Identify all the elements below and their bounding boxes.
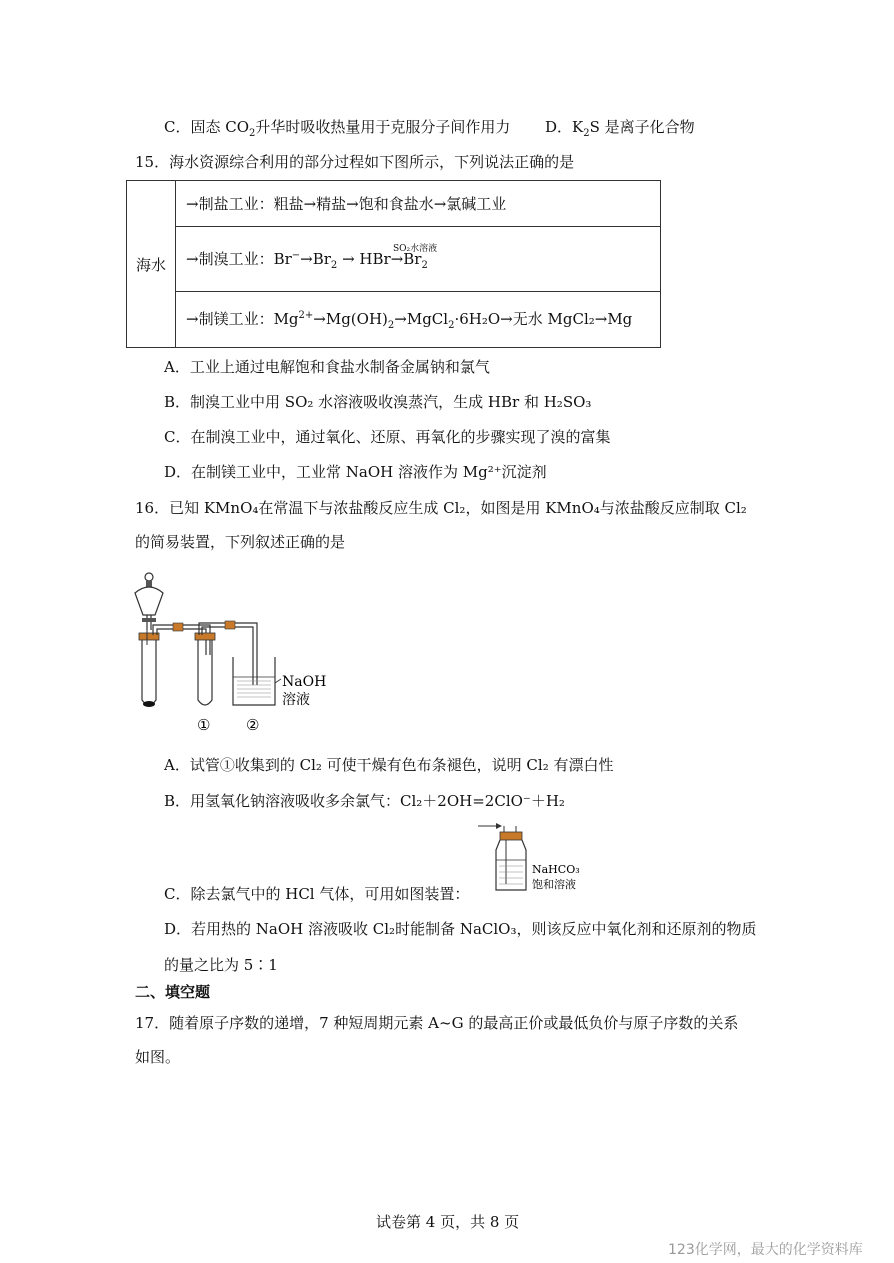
q15-option-b: B．制溴工业中用 SO₂ 水溶液吸收溴蒸汽，生成 HBr 和 H₂SO₃	[164, 393, 592, 411]
q14-option-d: D．$K_2S$ 是离子化合物	[545, 118, 695, 139]
q17-stem-line2: 如图。	[135, 1048, 181, 1066]
q16-stem-line1: 16．已知 KMnO₄在常温下与浓盐酸反应生成 Cl₂，如图是用 KMnO₄与浓盐酸反应制取 Cl₂	[135, 499, 747, 517]
bromine-industry-row: SO₂水溶液 →制溴工业：$Br^-\to Br_2 \to HBr\to Br_2$	[176, 227, 661, 292]
seawater-process-table	[126, 180, 661, 348]
q16-stem-line2: 的简易装置，下列叙述正确的是	[135, 533, 346, 551]
q14-option-c: C．固态 $CO_2$升华时吸收热量用于克服分子间作用力	[164, 118, 511, 139]
nahco3-wash-bottle-figure	[476, 818, 596, 898]
q16-option-c: C．除去氯气中的 HCl 气体，可用如图装置：	[164, 885, 470, 903]
q15-option-a: A．工业上通过电解饱和食盐水制备金属钠和氯气	[164, 358, 490, 376]
q15-option-d: D．在制镁工业中，工业常 NaOH 溶液作为 Mg²⁺沉淀剂	[164, 463, 547, 481]
q17-stem-line1: 17．随着原子序数的递增，7 种短周期元素 A~G 的最高正价或最低负价与原子序数的关系	[135, 1014, 739, 1032]
solution-label: 溶液	[282, 692, 310, 708]
q16-option-a: A．试管①收集到的 Cl₂ 可使干燥有色布条褪色，说明 Cl₂ 有漂白性	[164, 756, 614, 774]
so2-arrow-label: SO₂水溶液	[393, 244, 438, 254]
page-footer: 试卷第 4 页，共 8 页	[376, 1213, 520, 1231]
saturated-solution-label: 饱和溶液	[532, 878, 576, 891]
tube-1-label: ①	[197, 716, 211, 734]
naoh-label: NaOH	[282, 674, 327, 690]
q15-option-c: C．在制溴工业中，通过氧化、还原、再氧化的步骤实现了溴的富集	[164, 428, 611, 446]
magnesium-industry-row: →制镁工业：$Mg^{2+}\to Mg(OH)_2\to MgCl_2\cdot 6H_2O\to$无水 MgCl₂→Mg	[176, 292, 661, 348]
q16-option-b: B．用氢氧化钠溶液吸收多余氯气：Cl₂＋2OH=2ClO⁻＋H₂	[164, 792, 565, 810]
q16-option-d-line2: 的量之比为 5∶1	[164, 956, 278, 974]
nahco3-label: NaHCO₃	[532, 863, 580, 876]
salt-industry-row: →制盐工业：粗盐→精盐→饱和食盐水→氯碱工业	[176, 181, 661, 227]
q15-stem: 15．海水资源综合利用的部分过程如下图所示，下列说法正确的是	[135, 153, 575, 171]
chlorine-apparatus-figure	[125, 565, 335, 740]
watermark: 123化学网，最大的化学资料库	[668, 1242, 863, 1258]
q16-option-d-line1: D．若用热的 NaOH 溶液吸收 Cl₂时能制备 NaClO₃，则该反应中氧化剂和还原剂的物质	[164, 920, 757, 938]
section-heading: 二、填空题	[135, 983, 211, 1001]
tube-2-label: ②	[246, 716, 260, 734]
seawater-label: 海水	[127, 181, 176, 348]
